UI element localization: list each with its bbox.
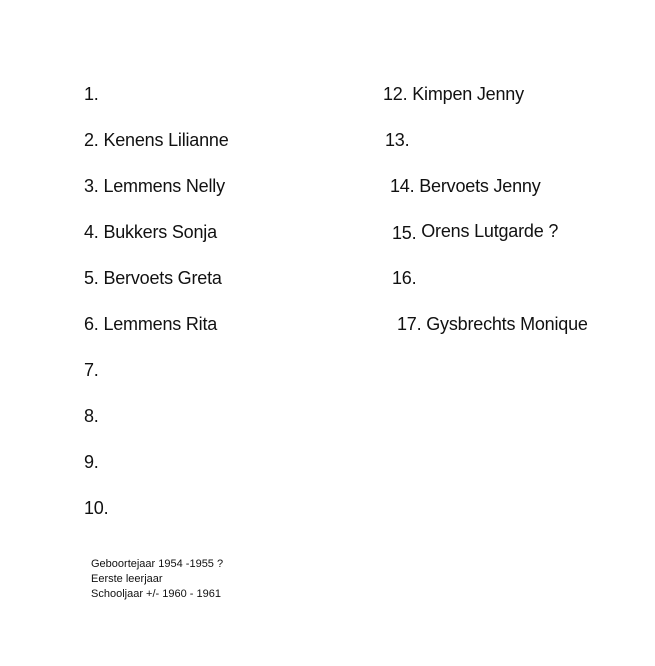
item-number: 7. [84, 360, 99, 380]
list-item-14 [390, 176, 541, 196]
item-number: 6. [84, 314, 99, 334]
item-number: 15. [392, 223, 417, 243]
list-item-7 [84, 360, 99, 380]
footnote-grade: Eerste leerjaar [91, 573, 163, 585]
item-name: Gysbrechts Monique [426, 314, 588, 334]
list-item-2 [84, 130, 229, 150]
list-item-3 [84, 176, 225, 196]
list-item-15 [392, 221, 558, 241]
item-number: 8. [84, 406, 99, 426]
item-name: Bervoets Jenny [419, 176, 541, 196]
item-number: 13. [385, 130, 410, 150]
list-item-12 [383, 84, 524, 104]
list-item-6 [84, 314, 217, 334]
item-number: 4. [84, 222, 99, 242]
item-number: 9. [84, 452, 99, 472]
list-item-5 [84, 268, 222, 288]
list-item-17 [397, 314, 588, 334]
item-name: Lemmens Rita [103, 314, 218, 334]
list-item-9 [84, 452, 99, 472]
item-name: Orens Lutgarde ? [421, 221, 559, 241]
list-item-1 [84, 84, 99, 104]
item-number: 10. [84, 498, 109, 518]
item-name: Kimpen Jenny [412, 84, 524, 104]
item-number: 17. [397, 314, 422, 334]
item-number: 1. [84, 84, 99, 104]
list-item-8 [84, 406, 99, 426]
item-number: 5. [84, 268, 99, 288]
item-number: 12. [383, 84, 408, 104]
list-item-13 [385, 130, 409, 150]
item-name: Lemmens Nelly [103, 176, 225, 196]
footnote-school-year: Schooljaar +/- 1960 - 1961 [91, 588, 221, 600]
footnote [91, 557, 223, 602]
item-number: 3. [84, 176, 99, 196]
item-number: 2. [84, 130, 99, 150]
item-name: Kenens Lilianne [103, 130, 229, 150]
list-item-10 [84, 498, 108, 518]
item-name: Bukkers Sonja [103, 222, 217, 242]
item-name: Bervoets Greta [103, 268, 222, 288]
footnote-birth-year: Geboortejaar 1954 -1955 ? [91, 558, 224, 570]
list-item-4 [84, 222, 217, 242]
list-item-16 [392, 268, 416, 288]
item-number: 16. [392, 268, 417, 288]
item-number: 14. [390, 176, 415, 196]
